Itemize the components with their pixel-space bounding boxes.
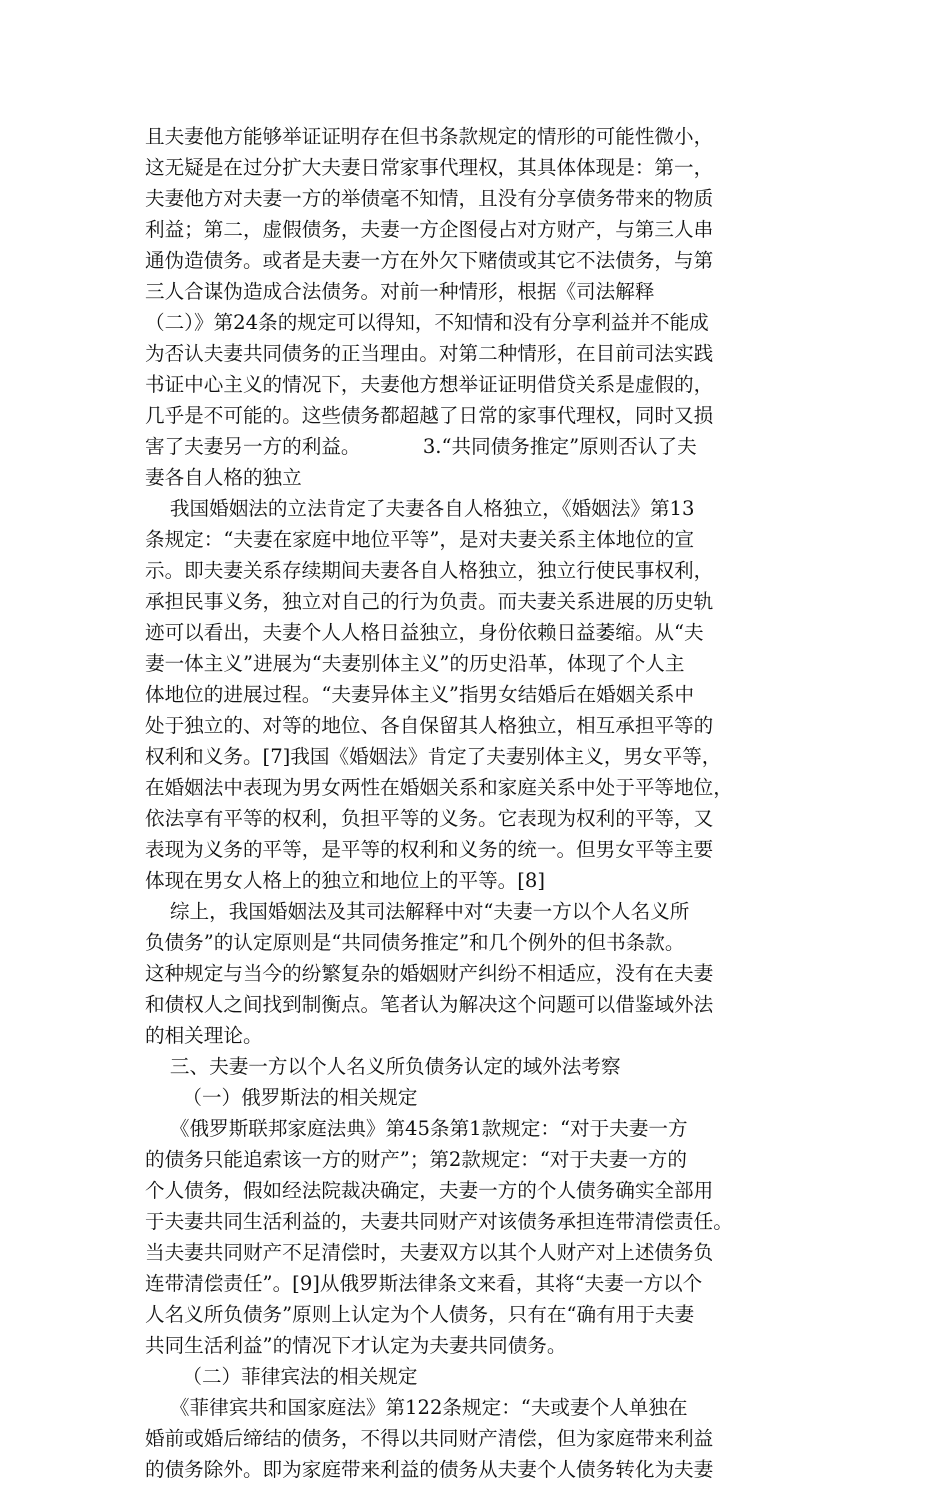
text-line: 权利和义务。[7]我国《婚姻法》肯定了夫妻别体主义，男女平等， bbox=[145, 745, 722, 768]
text-line: 的债务只能追索该一方的财产”；第2款规定：“对于夫妻一方的 bbox=[145, 1148, 687, 1171]
text-line: 妻一体主义”进展为“夫妻别体主义”的历史沿革，体现了个人主 bbox=[145, 652, 685, 675]
text-line: 处于独立的、对等的地位、各自保留其人格独立，相互承担平等的 bbox=[145, 714, 714, 737]
text-line: 在婚姻法中表现为男女两性在婚姻关系和家庭关系中处于平等地位， bbox=[145, 776, 733, 799]
text-line: 《俄罗斯联邦家庭法典》第45条第1款规定：“对于夫妻一方 bbox=[145, 1117, 688, 1140]
text-line: 的债务除外。即为家庭带来利益的债务从夫妻个人债务转化为夫妻 bbox=[145, 1458, 714, 1481]
text-line: （二）》第24条的规定可以得知，不知情和没有分享利益并不能成 bbox=[145, 311, 709, 334]
text-line: 迹可以看出，夫妻个人人格日益独立，身份依赖日益萎缩。从“夫 bbox=[145, 621, 704, 644]
text-line: 条规定：“夫妻在家庭中地位平等”，是对夫妻关系主体地位的宣 bbox=[145, 528, 695, 551]
section-heading: 三、夫妻一方以个人名义所负债务认定的域外法考察 bbox=[145, 1055, 621, 1078]
text-line: 几乎是不可能的。这些债务都超越了日常的家事代理权，同时又损 bbox=[145, 404, 714, 427]
text-line: 书证中心主义的情况下，夫妻他方想举证证明借贷关系是虚假的， bbox=[145, 373, 714, 396]
text-line: 于夫妻共同生活利益的，夫妻共同财产对该债务承担连带清偿责任。 bbox=[145, 1210, 733, 1233]
text-line: 承担民事义务，独立对自己的行为负责。而夫妻关系进展的历史轨 bbox=[145, 590, 714, 613]
text-line: 示。即夫妻关系存续期间夫妻各自人格独立，独立行使民事权利， bbox=[145, 559, 714, 582]
text-line: 妻各自人格的独立 bbox=[145, 466, 302, 489]
text-line: 个人债务，假如经法院裁决确定，夫妻一方的个人债务确实全部用 bbox=[145, 1179, 714, 1202]
subsection-heading: （二）菲律宾法的相关规定 bbox=[145, 1365, 418, 1388]
subsection-heading: （一）俄罗斯法的相关规定 bbox=[145, 1086, 418, 1109]
text-line: 当夫妻共同财产不足清偿时，夫妻双方以其个人财产对上述债务负 bbox=[145, 1241, 714, 1264]
text-line: 这种规定与当今的纷繁复杂的婚姻财产纠纷不相适应，没有在夫妻 bbox=[145, 962, 714, 985]
text-line: 利益；第二，虚假债务，夫妻一方企图侵占对方财产，与第三人串 bbox=[145, 218, 714, 241]
text-line: 的相关理论。 bbox=[145, 1024, 263, 1047]
text-line: 三人合谋伪造成合法债务。对前一种情形，根据《司法解释 bbox=[145, 280, 655, 303]
document-body bbox=[145, 121, 813, 1485]
text-line: 共同生活利益”的情况下才认定为夫妻共同债务。 bbox=[145, 1334, 567, 1357]
text-line: 害了夫妻另一方的利益。 3.“共同债务推定”原则否认了夫 bbox=[145, 435, 697, 458]
text-line: 负债务”的认定原则是“共同债务推定”和几个例外的但书条款。 bbox=[145, 931, 685, 954]
text-line: 综上，我国婚姻法及其司法解释中对“夫妻一方以个人名义所 bbox=[145, 900, 690, 923]
text-line: 通伪造债务。或者是夫妻一方在外欠下赌债或其它不法债务，与第 bbox=[145, 249, 714, 272]
text-line: 体地位的进展过程。“夫妻异体主义”指男女结婚后在婚姻关系中 bbox=[145, 683, 695, 706]
text-line: 《菲律宾共和国家庭法》第122条规定：“夫或妻个人单独在 bbox=[145, 1396, 688, 1419]
text-line: 连带清偿责任”。[9]从俄罗斯法律条文来看，其将“夫妻一方以个 bbox=[145, 1272, 703, 1295]
text-line: 我国婚姻法的立法肯定了夫妻各自人格独立，《婚姻法》第13 bbox=[145, 497, 695, 520]
text-line: 夫妻他方对夫妻一方的举债毫不知情，且没有分享债务带来的物质 bbox=[145, 187, 714, 210]
text-line: 为否认夫妻共同债务的正当理由。对第二种情形，在目前司法实践 bbox=[145, 342, 714, 365]
text-line: 依法享有平等的权利，负担平等的义务。它表现为权利的平等，又 bbox=[145, 807, 714, 830]
text-line: 且夫妻他方能够举证证明存在但书条款规定的情形的可能性微小， bbox=[145, 125, 714, 148]
text-line: 和债权人之间找到制衡点。笔者认为解决这个问题可以借鉴域外法 bbox=[145, 993, 714, 1016]
text-line: 表现为义务的平等，是平等的权利和义务的统一。但男女平等主要 bbox=[145, 838, 714, 861]
text-line: 这无疑是在过分扩大夫妻日常家事代理权，其具体体现是：第一， bbox=[145, 156, 714, 179]
text-line: 体现在男女人格上的独立和地位上的平等。[8] bbox=[145, 869, 546, 892]
text-line: 人名义所负债务”原则上认定为个人债务，只有在“确有用于夫妻 bbox=[145, 1303, 695, 1326]
text-line: 婚前或婚后缔结的债务，不得以共同财产清偿，但为家庭带来利益 bbox=[145, 1427, 714, 1450]
